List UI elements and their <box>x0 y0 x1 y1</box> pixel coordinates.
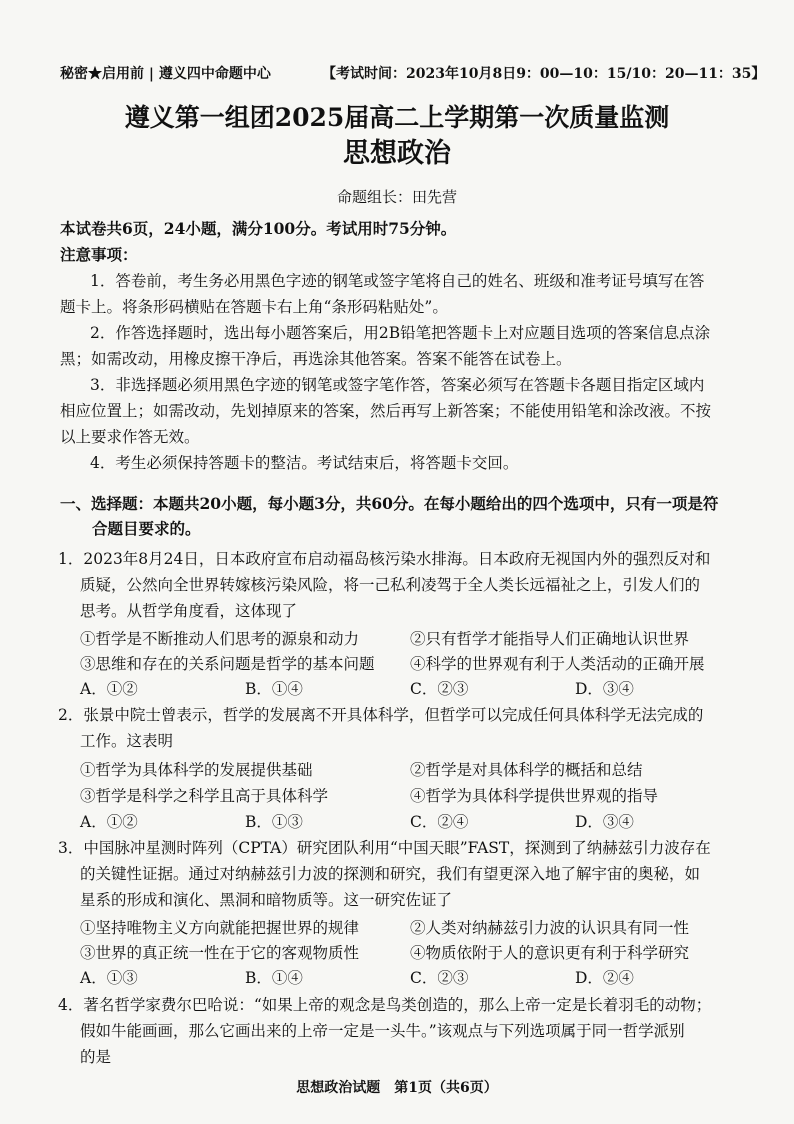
statement-item: ①哲学为具体科学的发展提供基础 <box>80 761 313 779</box>
notice-line: 3．非选择题必须用黑色字迹的钢笔或签字笔作答，答案必须写在答题卡各题目指定区域内 <box>90 376 705 394</box>
section-heading-cont: 合题目要求的。 <box>92 519 201 538</box>
question-4-stem: 假如牛能画画，那么它画出来的上帝一定是一头牛。”该观点与下列选项属于同一哲学派别 <box>80 1022 685 1040</box>
notice-line: 以上要求作答无效。 <box>60 428 200 446</box>
statement-item: ④哲学为具体科学提供世界观的指导 <box>410 787 659 805</box>
statement-item: ②人类对纳赫兹引力波的认识具有同一性 <box>410 919 690 937</box>
statement-item: ④科学的世界观有利于人类活动的正确开展 <box>410 655 705 673</box>
statement-item: ②哲学是对具体科学的概括和总结 <box>410 761 643 779</box>
question-2-stem: 2．张景中院士曾表示，哲学的发展离不开具体科学，但哲学可以完成任何具体科学无法完成的 <box>58 706 704 724</box>
question-3-choices <box>80 966 740 988</box>
question-1-items <box>80 627 740 649</box>
choice-c[interactable]: C．②③ <box>410 969 469 987</box>
question-3-stem: 星系的形成和演化、黑洞和暗物质等。这一研究佐证了 <box>80 891 453 909</box>
statement-item: ②只有哲学才能指导人们正确地认识世界 <box>410 630 690 648</box>
header-exam-time: 【考试时间：2023年10月8日9：00—10：15/10：20—11：35】 <box>322 66 766 82</box>
notice-line: 1．答卷前，考生务必用黑色字迹的钢笔或签字笔将自己的姓名、班级和准考证号填写在答 <box>90 272 705 290</box>
question-2-choices <box>80 810 740 832</box>
statement-item: ③哲学是科学之科学且高于具体科学 <box>80 787 329 805</box>
choice-b[interactable]: B．①③ <box>245 813 303 831</box>
choice-a[interactable]: A．①② <box>80 680 138 698</box>
question-3-items <box>80 941 740 963</box>
author-line: 命题组长：田先营 <box>336 188 457 206</box>
question-2-items <box>80 784 740 806</box>
page-footer: 思想政治试题 第1页（共6页） <box>296 1080 498 1096</box>
statement-item: ①坚持唯物主义方向就能把握世界的规律 <box>80 919 360 937</box>
exam-title: 遵义第一组团2025届高二上学期第一次质量监测 <box>124 103 670 132</box>
notice-line: 2．作答选择题时，选出每小题答案后，用2B铅笔把答题卡上对应题目选项的答案信息点涂 <box>90 324 711 342</box>
statement-item: ①哲学是不断推动人们思考的源泉和动力 <box>80 630 360 648</box>
choice-b[interactable]: B．①④ <box>245 969 303 987</box>
question-3-stem: 3．中国脉冲星测时阵列（CPTA）研究团队利用“中国天眼”FAST，探测到了纳赫兹引力波存在 <box>58 839 711 857</box>
notice-line: 题卡上。将条形码横贴在答题卡右上角“条形码粘贴处”。 <box>60 298 448 316</box>
choice-d[interactable]: D．③④ <box>575 813 634 831</box>
choice-a[interactable]: A．①③ <box>80 969 138 987</box>
subject-title: 思想政治 <box>343 138 451 169</box>
question-1-items <box>80 652 740 674</box>
notice-heading: 注意事项： <box>60 245 138 264</box>
question-1-stem: 思考。从哲学角度看，这体现了 <box>80 602 298 620</box>
question-1-stem: 1．2023年8月24日，日本政府宣布启动福岛核污染水排海。日本政府无视国内外的强烈反对和 <box>58 550 711 568</box>
choice-d[interactable]: D．③④ <box>575 680 634 698</box>
question-4-stem: 的是 <box>80 1048 112 1066</box>
notice-line: 黑；如需改动，用橡皮擦干净后，再选涂其他答案。答案不能答在试卷上。 <box>60 350 572 368</box>
question-3-stem: 的关键性证据。通过对纳赫兹引力波的探测和研究，我们有望更深入地了解宇宙的奥秘，如 <box>80 865 701 883</box>
notice-line: 4．考生必须保持答题卡的整洁。考试结束后，将答题卡交回。 <box>90 454 519 472</box>
exam-info: 本试卷共6页，24小题，满分100分。考试用时75分钟。 <box>60 219 457 238</box>
question-2-stem: 工作。这表明 <box>80 732 174 750</box>
notice-line: 相应位置上；如需改动，先划掉原来的答案，然后再写上新答案；不能使用铅笔和涂改液。不按 <box>60 402 712 420</box>
choice-b[interactable]: B．①④ <box>245 680 303 698</box>
choice-a[interactable]: A．①② <box>80 813 138 831</box>
question-3-items <box>80 916 740 938</box>
statement-item: ③世界的真正统一性在于它的客观物质性 <box>80 944 360 962</box>
choice-c[interactable]: C．②③ <box>410 680 469 698</box>
question-1-choices <box>80 677 740 699</box>
question-4-stem: 4．著名哲学家费尔巴哈说：“如果上帝的观念是鸟类创造的，那么上帝一定是长着羽毛的动物； <box>58 996 712 1014</box>
statement-item: ③思维和存在的关系问题是哲学的基本问题 <box>80 655 375 673</box>
choice-d[interactable]: D．②④ <box>575 969 634 987</box>
statement-item: ④物质依附于人的意识更有利于科学研究 <box>410 944 690 962</box>
question-2-items <box>80 758 740 780</box>
choice-c[interactable]: C．②④ <box>410 813 469 831</box>
header-confidential: 秘密★启用前 | 遵义四中命题中心 <box>60 66 271 82</box>
question-1-stem: 质疑，公然向全世界转嫁核污染风险，将一己私利凌驾于全人类长远福祉之上，引发人们的 <box>80 576 701 594</box>
section-heading: 一、选择题：本题共20小题，每小题3分，共60分。在每小题给出的四个选项中，只有一项是符 <box>60 494 719 513</box>
